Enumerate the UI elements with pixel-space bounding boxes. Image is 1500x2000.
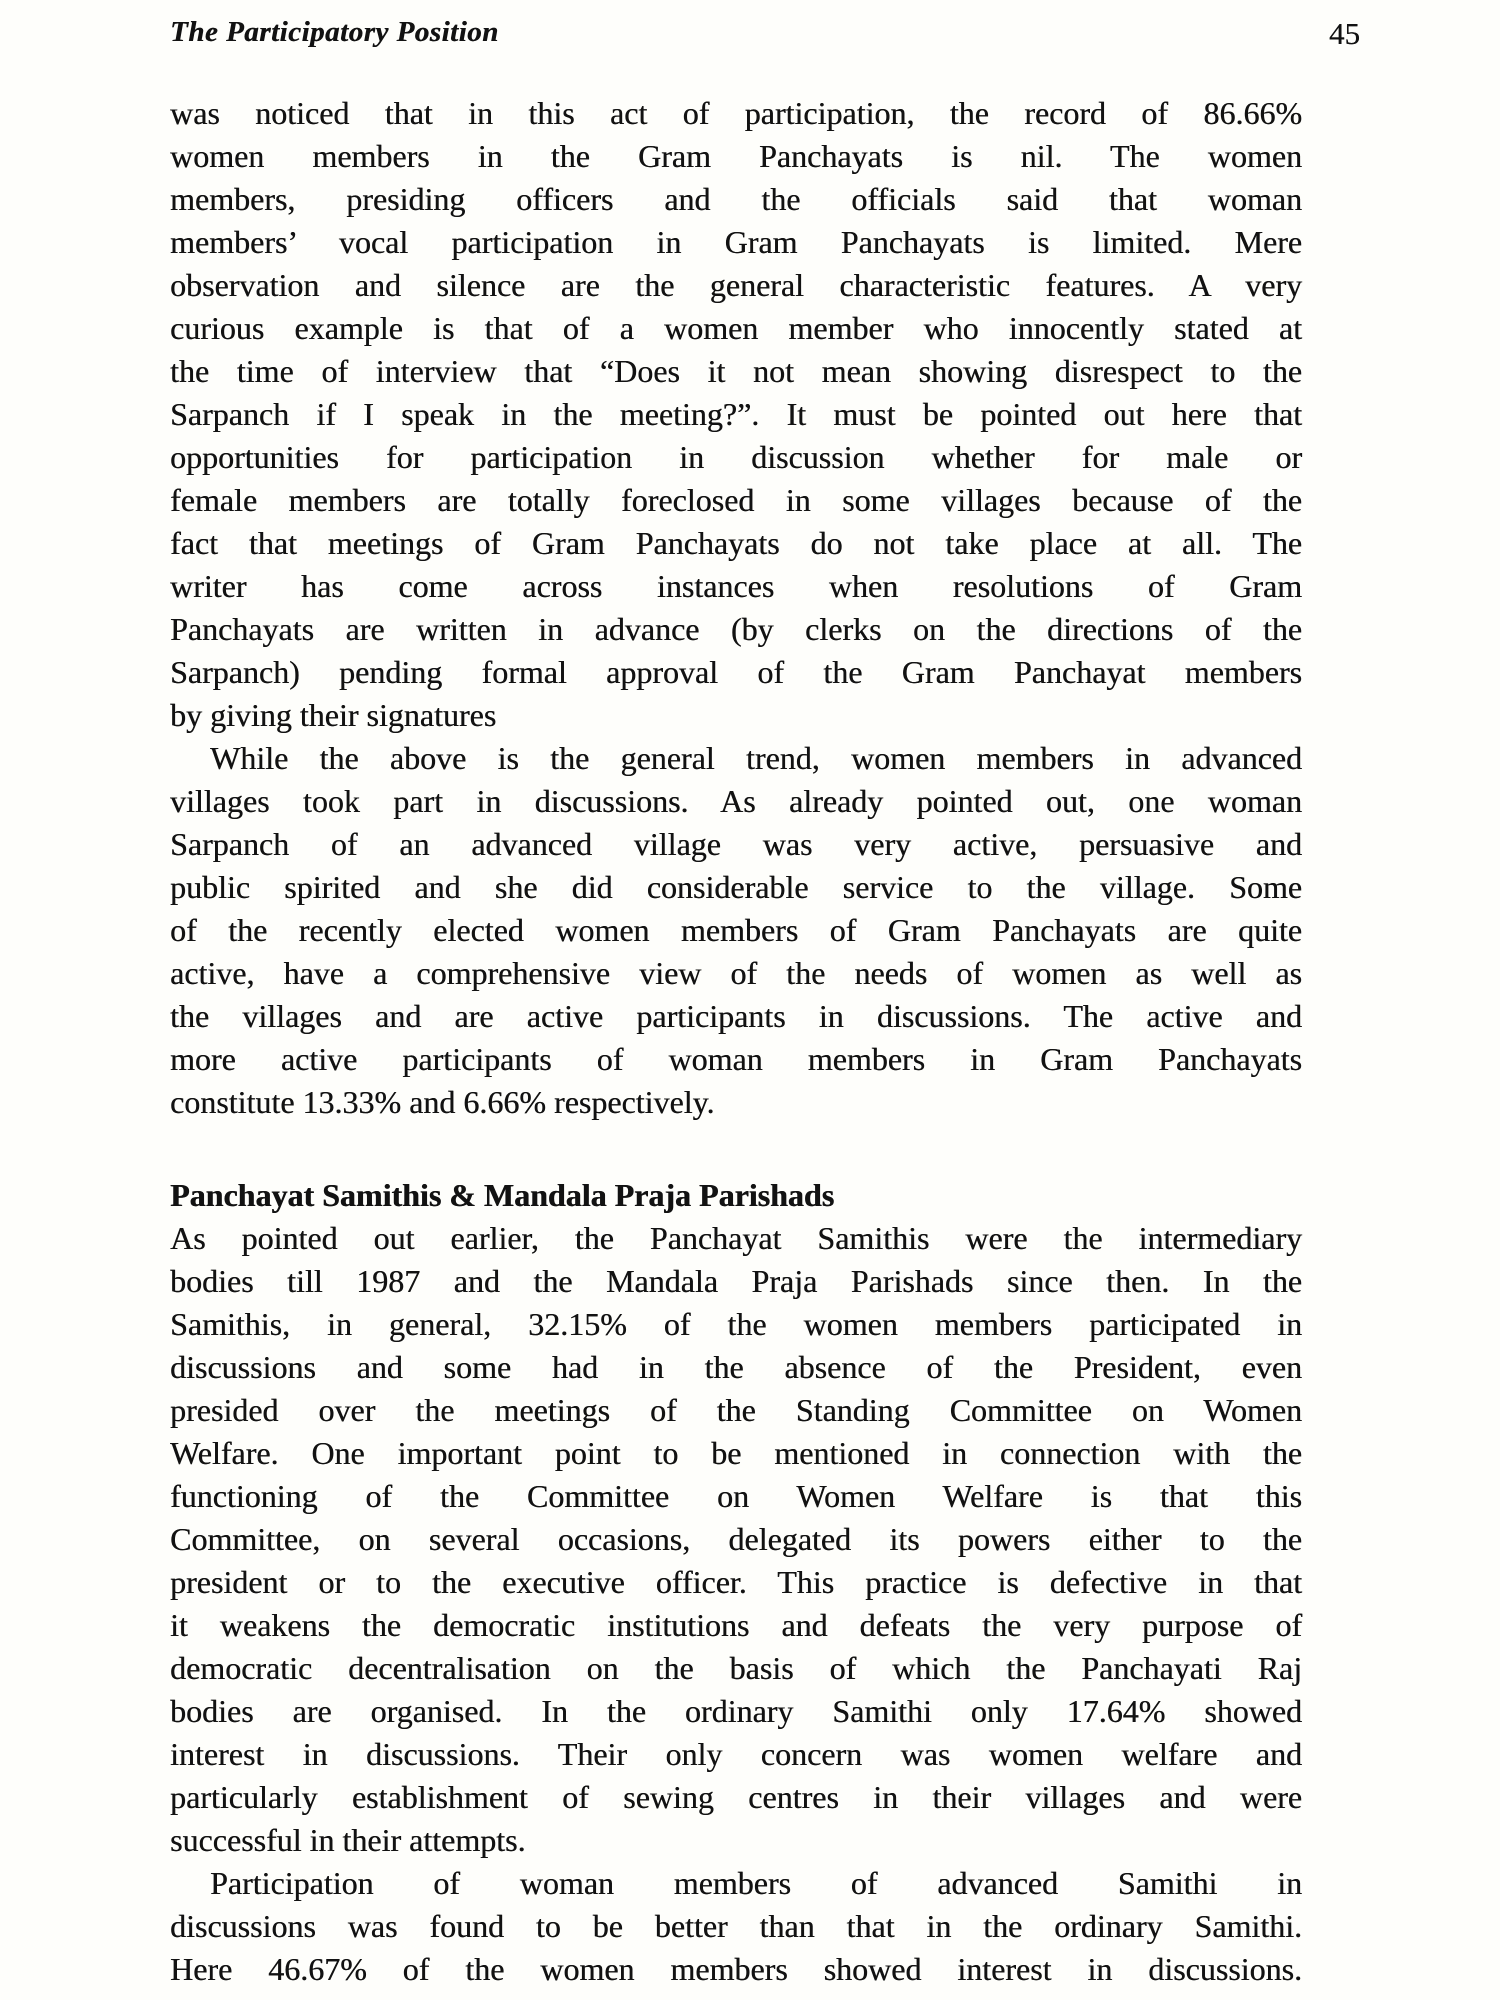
paragraph <box>170 737 1302 1124</box>
text-line: curious example is that of a women member who innocently stated at <box>170 310 1302 346</box>
text-line: active, have a comprehensive view of the needs of women as well as <box>170 955 1302 991</box>
text-line: functioning of the Committee on Women Welfare is that this <box>170 1478 1302 1514</box>
text-line: more active participants of woman members in Gram Panchayats <box>170 1041 1302 1077</box>
text-line: writer has come across instances when resolutions of Gram <box>170 568 1302 604</box>
text-line: president or to the executive officer. This practice is defective in that <box>170 1564 1302 1600</box>
running-title: The Participatory Position <box>170 16 499 48</box>
text-line: villages took part in discussions. As already pointed out, one woman <box>170 783 1302 819</box>
text-line: Here 46.67% of the women members showed interest in discussions. <box>170 1951 1302 1987</box>
text-line: successful in their attempts. <box>170 1822 526 1858</box>
text-line: by giving their signatures <box>170 697 497 733</box>
text-line: the villages and are active participants in discussions. The active and <box>170 998 1302 1034</box>
text-line: Welfare. One important point to be mentioned in connection with the <box>170 1435 1302 1471</box>
text-line: bodies are organised. In the ordinary Samithi only 17.64% showed <box>170 1693 1302 1729</box>
text-line: the time of interview that “Does it not mean showing disrespect to the <box>170 353 1302 389</box>
text-line: members, presiding officers and the officials said that woman <box>170 181 1302 217</box>
text-line: democratic decentralisation on the basis of which the Panchayati Raj <box>170 1650 1302 1686</box>
text-line: observation and silence are the general characteristic features. A very <box>170 267 1302 303</box>
text-line: of the recently elected women members of Gram Panchayats are quite <box>170 912 1302 948</box>
text-line: Sarpanch if I speak in the meeting?”. It must be pointed out here that <box>170 396 1302 432</box>
text-line: Participation of woman members of advanced Samithi in <box>210 1865 1302 1901</box>
text-line: bodies till 1987 and the Mandala Praja Parishads since then. In the <box>170 1263 1302 1299</box>
text-line: opportunities for participation in discussion whether for male or <box>170 439 1302 475</box>
paragraph <box>170 92 1302 737</box>
text-line: interest in discussions. Their only concern was women welfare and <box>170 1736 1302 1772</box>
text-line: Committee, on several occasions, delegated its powers either to the <box>170 1521 1302 1557</box>
text-line: Panchayats are written in advance (by clerks on the directions of the <box>170 611 1302 647</box>
text-line: As pointed out earlier, the Panchayat Samithis were the intermediary <box>170 1220 1302 1256</box>
text-line: was noticed that in this act of participation, the record of 86.66% <box>170 95 1302 131</box>
text-line: Samithis, in general, 32.15% of the women members participated in <box>170 1306 1302 1342</box>
text-line: female members are totally foreclosed in some villages because of the <box>170 482 1302 518</box>
page-number: 45 <box>1329 16 1360 51</box>
text-line: Sarpanch) pending formal approval of the Gram Panchayat members <box>170 654 1302 690</box>
body-text <box>170 92 1302 1991</box>
text-line: presided over the meetings of the Standing Committee on Women <box>170 1392 1302 1428</box>
text-line: women members in the Gram Panchayats is nil. The women <box>170 138 1302 174</box>
text-line: public spirited and she did considerable service to the village. Some <box>170 869 1302 905</box>
text-line: Sarpanch of an advanced village was very active, persuasive and <box>170 826 1302 862</box>
page-header <box>170 16 1360 60</box>
text-line: constitute 13.33% and 6.66% respectively. <box>170 1084 715 1120</box>
text-line: While the above is the general trend, women members in advanced <box>210 740 1302 776</box>
text-line: particularly establishment of sewing centres in their villages and were <box>170 1779 1302 1815</box>
text-line: discussions was found to be better than that in the ordinary Samithi. <box>170 1908 1302 1944</box>
text-line: fact that meetings of Gram Panchayats do not take place at all. The <box>170 525 1302 561</box>
paragraph <box>170 1217 1302 1862</box>
text-line: members’ vocal participation in Gram Panchayats is limited. Mere <box>170 224 1302 260</box>
paragraph <box>170 1862 1302 1991</box>
section-heading: Panchayat Samithis & Mandala Praja Parishads <box>170 1177 835 1213</box>
text-line: discussions and some had in the absence of the President, even <box>170 1349 1302 1385</box>
text-line: it weakens the democratic institutions and defeats the very purpose of <box>170 1607 1302 1643</box>
